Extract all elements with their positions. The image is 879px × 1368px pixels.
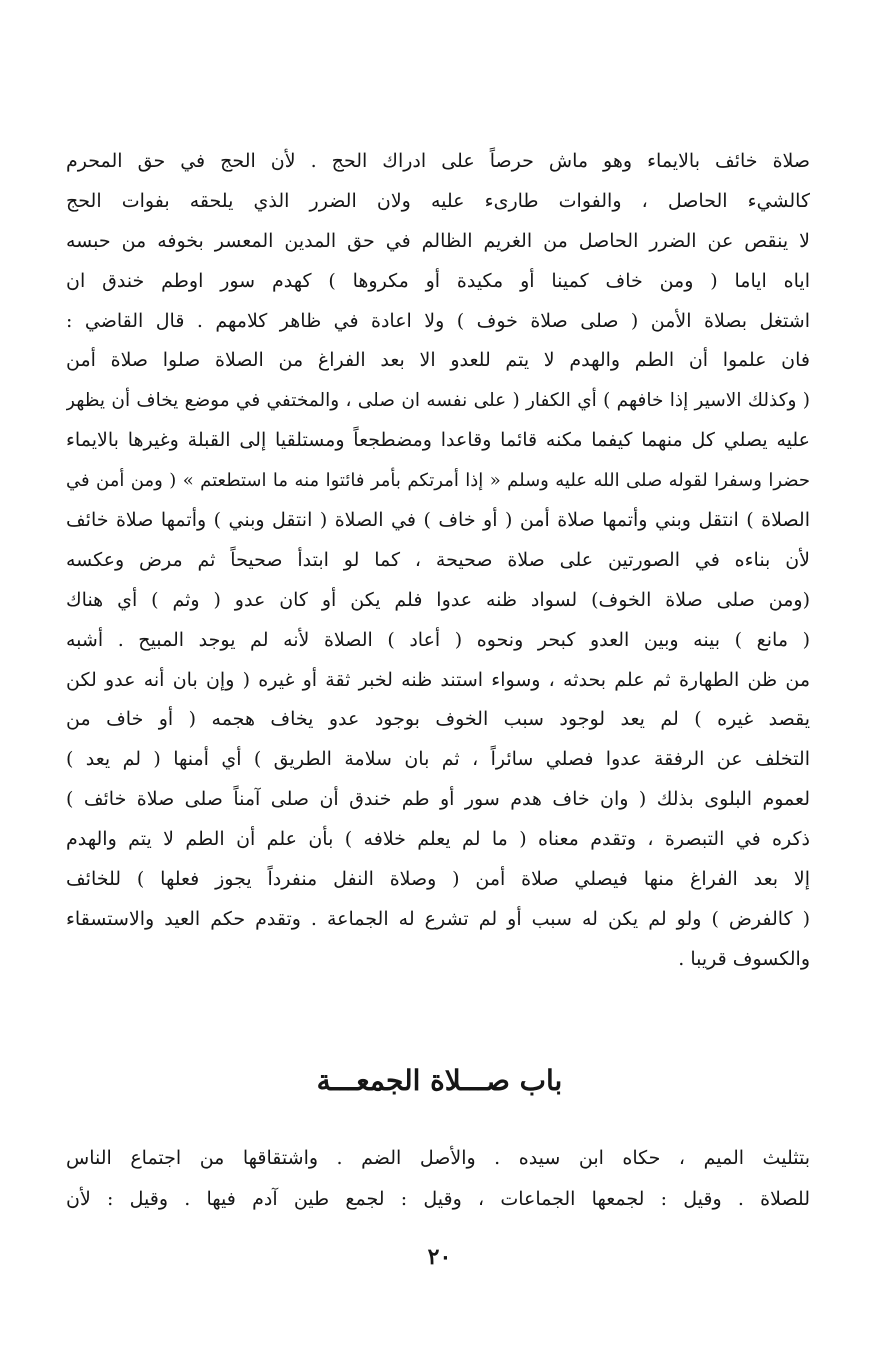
chapter-title: باب صـــلاة الجمعـــة — [316, 1064, 563, 1097]
text-line: التخلف عن الرفقة عدوا فصلي سائراً ، ثم بان سلامة الطريق ) أي أمنها ( لم يعد ) — [66, 748, 810, 771]
chapter-intro-text — [66, 1138, 810, 1220]
text-line: عليه يصلي كل منهما كيفما مكنه قائما وقاعدا ومضطجعاً ومستلقيا إلى القبلة وغيرها بالايماء — [66, 429, 810, 452]
text-line: بتثليث الميم ، حكاه ابن سيده . والأصل الضم . واشتقاقها من اجتماع الناس — [66, 1147, 810, 1169]
page-number: ٢٠ — [427, 1244, 452, 1270]
text-line: (ومن صلى صلاة الخوف) لسواد ظنه عدوا فلم يكن أو كان عدو ( وثم ) أي هناك — [66, 588, 810, 611]
text-line: اشتغل بصلاة الأمن ( صلى صلاة خوف ) ولا اعادة في ظاهر كلامهم . قال القاضي : — [66, 309, 810, 332]
text-line: صلاة خائف بالايماء وهو ماش حرصاً على ادراك الحج . لأن الحج في حق المحرم — [66, 150, 810, 172]
text-line: لأن بناءه في الصورتين على صلاة صحيحة ، كما لو ابتدأ صحيحاً ثم مرض وعكسه — [66, 548, 810, 571]
text-line: الصلاة ) انتقل وبني وأتمها صلاة أمن ( أو خاف ) في الصلاة ( انتقل وبني ) وأتمها صلاة خائف — [66, 509, 810, 532]
text-line: لا ينقص عن الضرر الحاصل من الغريم الظالم في حق المدين المعسر بخوفه من حبسه — [66, 229, 810, 252]
text-line: حضرا وسفرا لقوله صلى الله عليه وسلم « إذا أمرتكم بأمر فائتوا منه ما استطعتم » ( ومن أمن في — [66, 470, 810, 492]
text-line: من ظن الطهارة ثم علم بحدثه ، وسواء استند ظنه لخبر ثقة أو غيره ( وإن بان أنه عدو لكن — [66, 668, 810, 691]
text-line: فان علموا أن الطم والهدم لا يتم للعدو الا بعد الفراغ من الصلاة صلوا صلاة أمن — [66, 349, 810, 372]
text-line: ( مانع ) بينه وبين العدو كبحر ونحوه ( أعاد ) الصلاة لأنه لم يوجد المبيح . أشبه — [66, 628, 810, 651]
text-line: لعموم البلوى بذلك ( وان خاف هدم سور أو طم خندق أن صلى آمناً صلى صلاة خائف ) — [66, 788, 810, 811]
text-line: يقصد غيره ) لم يعد لوجود سبب الخوف بوجود عدو يخاف هجمه ( أو خاف من — [66, 708, 810, 731]
text-line: ذكره في التبصرة ، وتقدم معناه ( ما لم يعلم خلافه ) بأن علم أن الطم لا يتم والهدم — [66, 828, 810, 851]
text-line: اياه اياما ( ومن خاف كمينا أو مكيدة أو مكروها ) كهدم سور اوطم خندق ان — [66, 269, 810, 292]
text-line: ( كالفرض ) ولو لم يكن له سبب أو لم تشرع له الجماعة . وتقدم حكم العيد والاستسقاء — [66, 907, 810, 930]
text-line: إلا بعد الفراغ منها فيصلي صلاة أمن ( وصلاة النفل منفرداً يجوز فعلها ) للخائف — [66, 868, 810, 891]
text-line: ( وكذلك الاسير إذا خافهم ) أي الكفار ( على نفسه ان صلى ، والمختفي في موضع يخاف أن يظهر — [66, 390, 810, 412]
text-line: كالشيء الحاصل ، والفوات طارىء عليه ولان الضرر الذي يلحقه بفوات الحج — [66, 189, 810, 212]
text-line: للصلاة . وقيل : لجمعها الجماعات ، وقيل : لجمع طين آدم فيها . وقيل : لأن — [66, 1188, 810, 1210]
text-line-last: والكسوف قريبا . — [678, 947, 810, 970]
body-text — [66, 142, 810, 980]
